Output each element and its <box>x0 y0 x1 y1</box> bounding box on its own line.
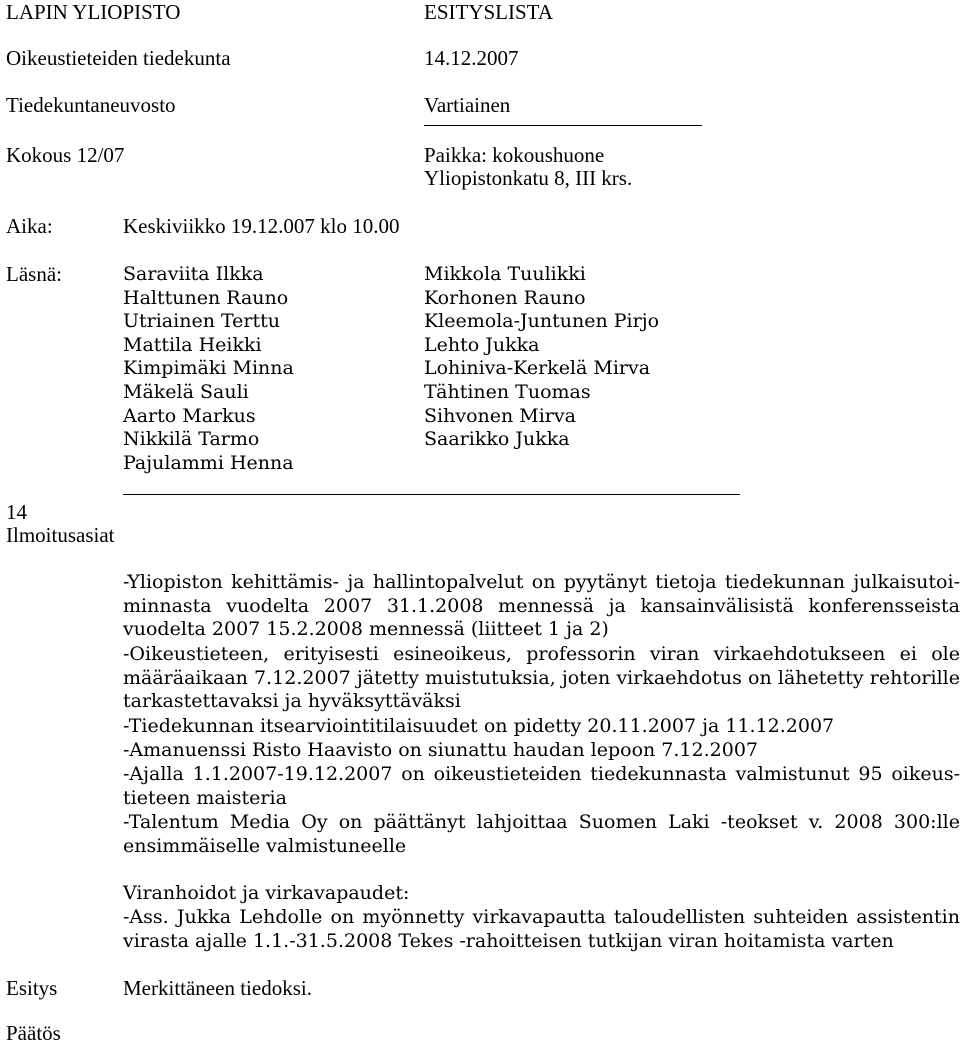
announcement-line: -Tiedekunnan itsearviointitilaisuudet on pidetty 20.11.2007 ja 11.12.2007 <box>123 715 835 737</box>
header-divider <box>424 125 702 126</box>
attendance-label: Läsnä: <box>6 262 62 286</box>
meeting-date: 14.12.2007 <box>424 46 519 70</box>
attendee-name: Lohiniva-Kerkelä Mirva <box>424 357 651 380</box>
attendee-name: Utriainen Terttu <box>123 310 281 333</box>
attendee-list-right <box>424 263 659 452</box>
announcement-line: minnasta vuodelta 2007 31.1.2008 mennessä ja kansainvälisistä konferensseista <box>123 595 960 617</box>
faculty-name: Oikeustieteiden tiedekunta <box>6 46 231 70</box>
announcement-line: -Oikeustieteen, erityisesti esineoikeus, professorin viran virkaehdotukseen ei ole <box>123 643 960 665</box>
attendee-name: Mikkola Tuulikki <box>424 263 586 285</box>
time-label: Aika: <box>6 214 53 238</box>
announcement-line: -Amanuenssi Risto Haavisto on siunattu haudan lepoon 7.12.2007 <box>123 739 758 761</box>
proposal-label: Esitys <box>6 976 58 1000</box>
council-name: Tiedekuntaneuvosto <box>6 93 176 117</box>
attendee-name: Kimpimäki Minna <box>123 357 294 380</box>
attendee-list-left <box>123 263 294 475</box>
document-type: ESITYSLISTA <box>424 0 553 24</box>
attendee-name: Saraviita Ilkka <box>123 263 264 285</box>
attendee-name: Mattila Heikki <box>123 333 262 356</box>
attendee-name: Lehto Jukka <box>424 333 540 356</box>
attendee-name: Saarikko Jukka <box>424 428 570 451</box>
decision-label: Päätös <box>6 1021 61 1045</box>
announcement-line: määräaikaan 7.12.2007 jätetty muistutuksia, joten virkaehdotus on lähetetty rehtorille <box>123 667 960 689</box>
announcement-line: -Talentum Media Oy on päättänyt lahjoittaa Suomen Laki -teokset v. 2008 300:lle <box>123 811 960 833</box>
attendee-name: Pajulammi Henna <box>123 451 294 474</box>
announcement-line: tarkastettavaksi ja hyväksyttäväksi <box>123 690 461 712</box>
attendee-name: Nikkilä Tarmo <box>123 428 260 451</box>
announcement-line: ensimmäiselle valmistuneelle <box>123 835 407 857</box>
meeting-place-line1: Paikka: kokoushuone <box>424 143 605 167</box>
attendee-name: Tähtinen Tuomas <box>424 380 591 403</box>
attendee-name: Korhonen Rauno <box>424 286 586 309</box>
attendee-name: Sihvonen Mirva <box>424 404 576 427</box>
meeting-place-line2: Yliopistonkatu 8, III krs. <box>424 166 633 190</box>
section-divider <box>123 494 740 495</box>
attendee-name: Aarto Markus <box>123 404 256 427</box>
section-title: Ilmoitusasiat <box>6 523 115 547</box>
section-number: 14 <box>6 500 27 524</box>
announcement-line: -Ajalla 1.1.2007-19.12.2007 on oikeustieteiden tiedekunnasta valmistunut 95 oikeus- <box>123 763 960 785</box>
announcement-line: -Yliopiston kehittämis- ja hallintopalvelut on pyytänyt tietoja tiedekunnan julkaisutoi- <box>123 571 960 593</box>
leave-line: virasta ajalle 1.1.-31.5.2008 Tekes -rahoitteisen tutkijan viran hoitamista varten <box>123 930 894 952</box>
meeting-number: Kokous 12/07 <box>6 143 125 167</box>
leave-subheading: Viranhoidot ja virkavapaudet: <box>123 882 410 904</box>
announcement-line: tieteen maisteria <box>123 787 287 809</box>
time-value: Keskiviikko 19.12.007 klo 10.00 <box>123 214 400 238</box>
proposal-text: Merkittäneen tiedoksi. <box>123 976 312 1000</box>
secretary-name: Vartiainen <box>424 93 511 117</box>
attendee-name: Kleemola-Juntunen Pirjo <box>424 310 660 333</box>
leave-line: -Ass. Jukka Lehdolle on myönnetty virkavapautta taloudellisten suhteiden assistentin <box>123 906 960 928</box>
attendee-name: Halttunen Rauno <box>123 286 289 309</box>
attendee-name: Mäkelä Sauli <box>123 380 249 403</box>
institution-name: LAPIN YLIOPISTO <box>6 0 181 24</box>
announcement-line: vuodelta 2007 15.2.2008 mennessä (liitteet 1 ja 2) <box>123 618 609 640</box>
